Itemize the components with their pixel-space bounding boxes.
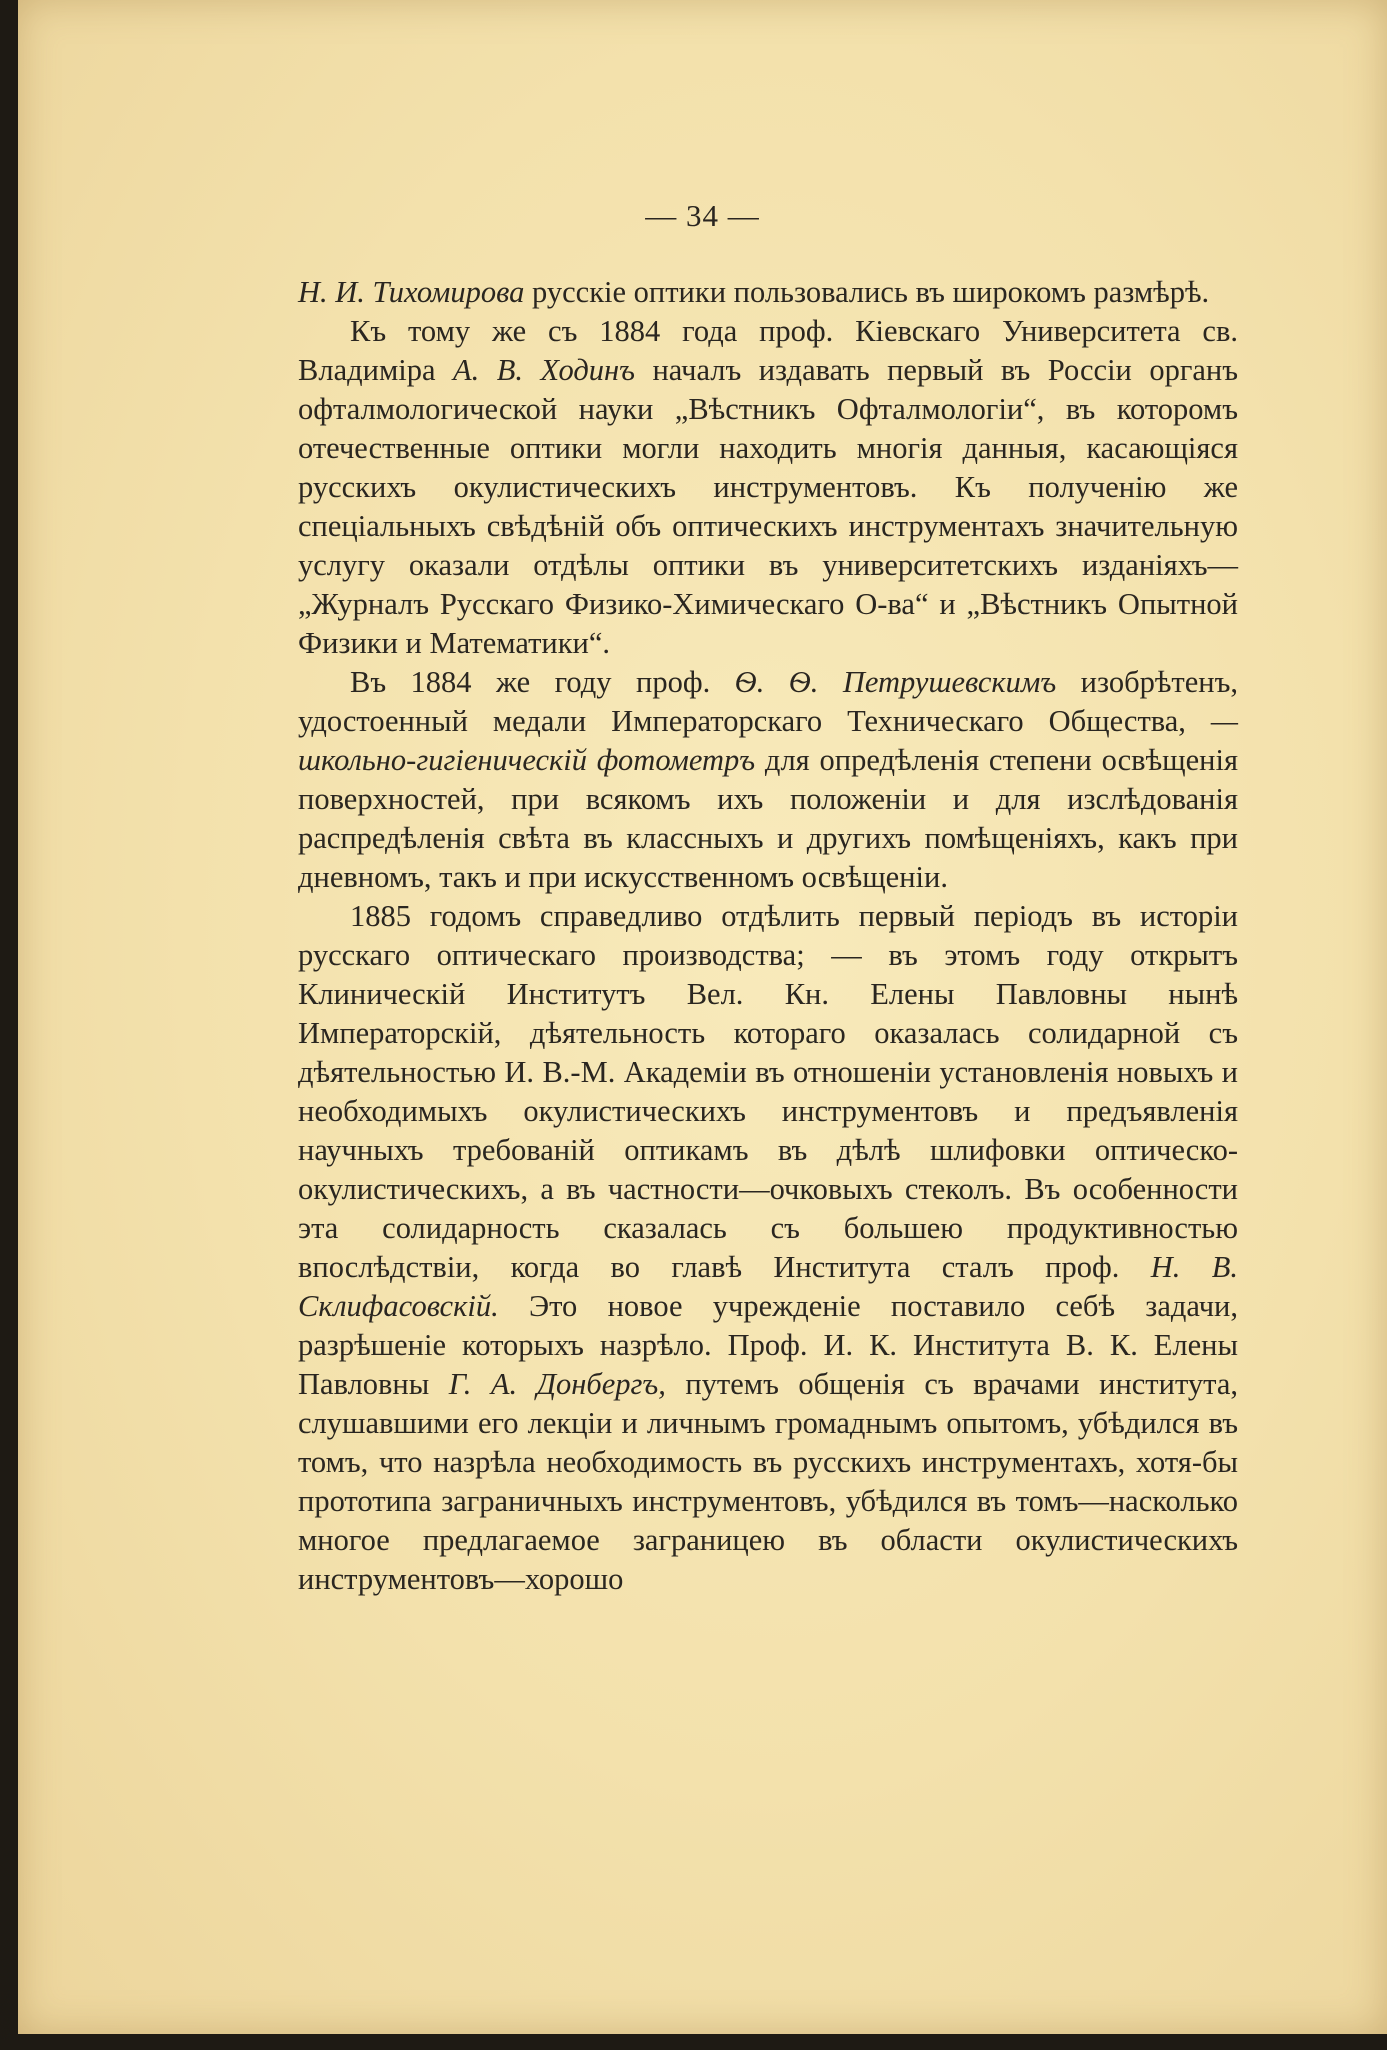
text-segment: Это новое учрежденіе поставило себѣ задачи, разрѣшеніе которыхъ назрѣло. Проф. И. К. Института В. К. Елены Павловны [298,1289,1238,1401]
paragraph-4 [298,897,1238,1599]
text-segment: началъ издавать первый въ Россіи органъ офталмологической науки „Вѣстникъ Офталмологіи“, въ которомъ отечественные оптики могли находить многія данныя, касающіяся русскихъ окулистическихъ инструментовъ. Къ полученію же спеціальныхъ свѣдѣній объ оптическихъ инструментахъ значительную услугу оказали отдѣлы оптики въ университетскихъ изданіяхъ—„Журналъ Русскаго Физико-Химическаго О-ва“ и „Вѣстникъ Опытной Физики и Математики“. [298,353,1238,660]
body-text [298,273,1238,1599]
paragraph-2 [298,312,1238,663]
page-number: — 34 — [645,198,760,233]
text-segment: 1885 годомъ справедливо отдѣлить первый періодъ въ исторіи русскаго оптическаго производства; — въ этомъ году открытъ Клиническій Институтъ Вел. Кн. Елены Павловны нынѣ Императорскій, дѣятельность котораго оказалась солидарной съ дѣятельностью И. В.-М. Академіи въ отношеніи установленія новыхъ и необходимыхъ окулистическихъ инструментовъ и предъявленія научныхъ требованій оптикамъ въ дѣлѣ шлифовки оптическо-окулистическихъ, а въ частности—очковыхъ стеколъ. Въ особенности эта солидарность сказалась съ большею продуктивностью впослѣдствіи, когда во главѣ Института сталъ проф. [298,899,1238,1284]
paragraph-1 [298,273,1238,312]
italic-name-segment: Г. А. Донбергъ, [448,1367,666,1401]
text-segment: русскіе оптики пользовались въ широкомъ размѣрѣ. [524,275,1210,309]
text-segment: Въ 1884 же году проф. [350,665,735,699]
italic-name-segment: А. В. Ходинъ [453,353,635,387]
paragraph-3 [298,663,1238,897]
italic-name-segment: Ѳ. Ѳ. Петрушевскимъ [734,665,1057,699]
italic-name-segment: Н. В. Склифасовскій. [298,1250,1238,1323]
italic-name-segment: —школьно-гигіеническій фотометръ [298,704,1238,777]
text-segment: путемъ общенія съ врачами института, слушавшими его лекціи и личнымъ громаднымъ опытомъ, убѣдился въ томъ, что назрѣла необходимость въ русскихъ инструментахъ, хотя-бы прототипа заграничныхъ инструментовъ, убѣдился въ томъ—насколько многое предлагаемое заграницею въ области окулистическихъ инструментовъ—хорошо [298,1367,1238,1596]
book-page [18,0,1387,2034]
italic-name-segment: Н. И. Тихомирова [298,275,525,309]
text-segment: для опредѣленія степени освѣщенія поверхностей, при всякомъ ихъ положеніи и для изслѣдованія распредѣленія свѣта въ классныхъ и другихъ помѣщеніяхъ, какъ при дневномъ, такъ и при искусственномъ освѣщеніи. [298,743,1238,894]
text-segment: Къ тому же съ 1884 года проф. Кіевскаго Университета св. Владиміра [298,314,1238,387]
text-segment: изобрѣтенъ, удостоенный медали Императорскаго Техническаго Общества, [298,665,1239,738]
